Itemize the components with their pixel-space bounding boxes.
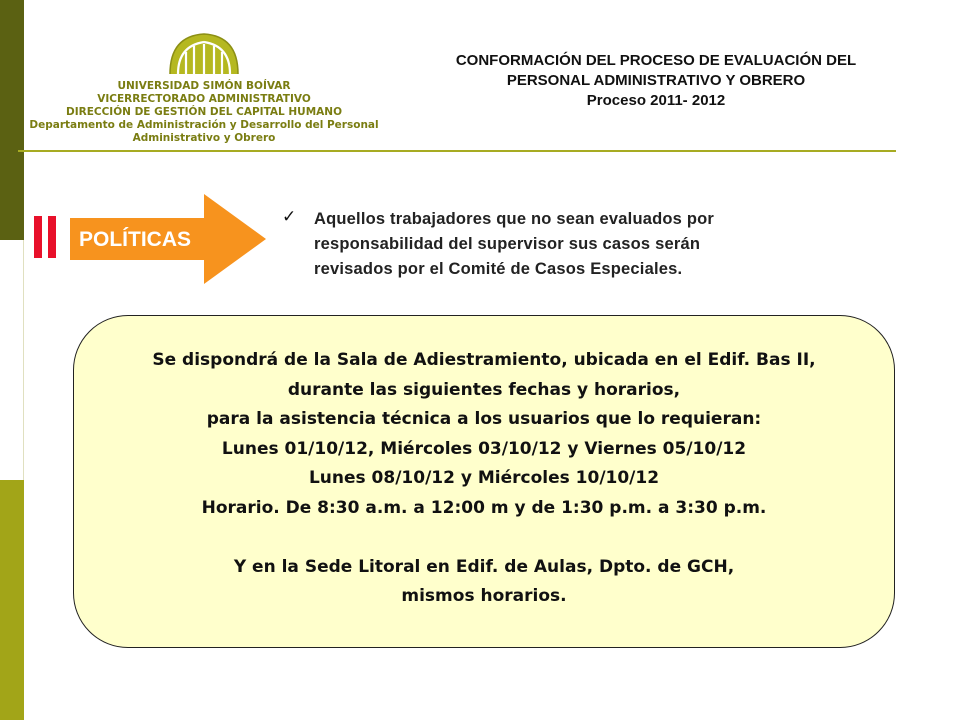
policy-line: responsabilidad del supervisor sus casos serán — [314, 235, 701, 253]
notice-text — [74, 346, 894, 612]
accent-mark — [48, 216, 56, 258]
notice-line: Se dispondrá de la Sala de Adiestramiento, ubicada en el Edif. Bas II, — [152, 350, 816, 370]
checkmark-icon: ✓ — [282, 207, 297, 227]
notice-closing-line: mismos horarios. — [401, 586, 567, 606]
sidebar-segment-white — [0, 240, 24, 480]
university-line: VICERRECTORADO ADMINISTRATIVO — [97, 93, 311, 105]
page-title — [395, 51, 917, 111]
notice-line: para la asistencia técnica a los usuarios que lo requieran: — [206, 409, 762, 429]
sidebar-segment-olive — [0, 480, 24, 720]
policy-text — [314, 207, 842, 282]
university-line: Administrativo y Obrero — [132, 132, 276, 144]
notice-box — [73, 315, 895, 648]
section-label: POLÍTICAS — [79, 228, 192, 251]
notice-closing-line: Y en la Sede Litoral en Edif. de Aulas, Dpto. de GCH, — [233, 556, 735, 577]
university-line: UNIVERSIDAD SIMÓN BOÍVAR — [117, 80, 291, 92]
notice-spacer — [74, 523, 894, 553]
university-header — [16, 80, 392, 145]
policy-line: Aquellos trabajadores que no sean evaluados por — [314, 210, 715, 228]
title-line: Proceso 2011- 2012 — [586, 92, 726, 109]
header-divider — [18, 150, 896, 152]
notice-line: Lunes 01/10/12, Miércoles 03/10/12 y Viernes 05/10/12 — [221, 438, 747, 459]
accent-mark — [34, 216, 42, 258]
university-line: Departamento de Administración y Desarrollo del Personal — [29, 119, 379, 131]
notice-line: Lunes 08/10/12 y Miércoles 10/10/12 — [308, 468, 660, 488]
university-logo — [166, 30, 242, 76]
university-line: DIRECCIÓN DE GESTIÓN DEL CAPITAL HUMANO — [66, 106, 342, 118]
notice-line: Horario. De 8:30 a.m. a 12:00 m y de 1:30 p.m. a 3:30 p.m. — [201, 497, 767, 518]
title-line: PERSONAL ADMINISTRATIVO Y OBRERO — [506, 72, 806, 89]
title-line: CONFORMACIÓN DEL PROCESO DE EVALUACIÓN DEL — [455, 52, 857, 69]
policy-line: revisados por el Comité de Casos Especiales. — [314, 260, 683, 278]
notice-line: durante las siguientes fechas y horarios, — [287, 379, 681, 400]
